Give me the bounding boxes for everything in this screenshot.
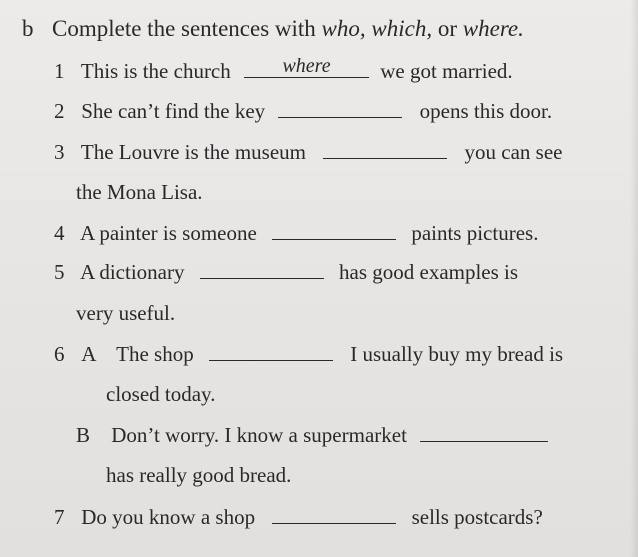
- item-number: 6: [54, 342, 65, 366]
- speaker-label-a: A: [81, 342, 97, 366]
- answer-blank[interactable]: [272, 221, 396, 240]
- instruction-text: Complete the sentences with: [52, 16, 322, 41]
- sentence-6a-continuation: closed today.: [106, 382, 216, 406]
- answer-blank[interactable]: [209, 342, 333, 361]
- sentence-text: A painter is someone: [80, 221, 257, 245]
- answer-blank[interactable]: [323, 140, 447, 159]
- sentence-text: I usually buy my bread is: [350, 342, 564, 366]
- exercise-letter: b: [22, 16, 34, 41]
- instruction-where: where.: [462, 16, 524, 41]
- speaker-label-b: B: [76, 423, 91, 447]
- answer-blank[interactable]: [278, 99, 402, 118]
- sentence-4: [54, 221, 538, 245]
- sentence-text: She can’t find the key: [81, 99, 266, 123]
- sentence-text: sells postcards?: [411, 505, 543, 529]
- answer-blank[interactable]: [200, 260, 324, 279]
- filled-answer: where: [282, 55, 331, 77]
- exercise-instruction: [52, 16, 524, 42]
- sentence-text: The shop: [116, 342, 194, 366]
- sentence-7: [54, 505, 543, 529]
- sentence-text: you can see: [464, 140, 563, 164]
- item-number: 2: [54, 99, 65, 123]
- sentence-text: The Louvre is the museum: [80, 140, 306, 164]
- sentence-text: we got married.: [380, 59, 513, 83]
- sentence-6b-continuation: has really good bread.: [106, 463, 292, 487]
- item-number: 4: [54, 221, 65, 245]
- page-edge-shadow: [630, 0, 638, 557]
- answer-blank[interactable]: [420, 423, 548, 442]
- sentence-text: Do you know a shop: [81, 505, 256, 529]
- sentence-1: [54, 55, 513, 83]
- sentence-text: has good examples is: [339, 260, 519, 284]
- sentence-text: A dictionary: [80, 260, 185, 284]
- instruction-which: which,: [371, 16, 433, 41]
- sentence-text: opens this door.: [419, 99, 553, 123]
- item-number: 1: [54, 59, 65, 83]
- sentence-text: paints pictures.: [411, 221, 539, 245]
- sentence-5-continuation: very useful.: [76, 301, 176, 325]
- sentence-text: Don’t worry. I know a supermarket: [111, 423, 407, 447]
- item-number: 5: [54, 260, 65, 284]
- sentence-6b: [76, 423, 548, 447]
- instruction-who: who,: [321, 16, 366, 41]
- instruction-or: or: [432, 16, 463, 41]
- sentence-6a: [54, 342, 563, 366]
- sentence-3-continuation: the Mona Lisa.: [76, 180, 203, 204]
- sentence-2: [54, 99, 552, 123]
- item-number: 7: [54, 505, 65, 529]
- sentence-3: [54, 140, 562, 164]
- answer-blank[interactable]: [272, 505, 396, 524]
- sentence-5: [54, 260, 518, 284]
- answer-blank[interactable]: [244, 55, 369, 78]
- sentence-text: This is the church: [80, 59, 231, 83]
- item-number: 3: [54, 140, 65, 164]
